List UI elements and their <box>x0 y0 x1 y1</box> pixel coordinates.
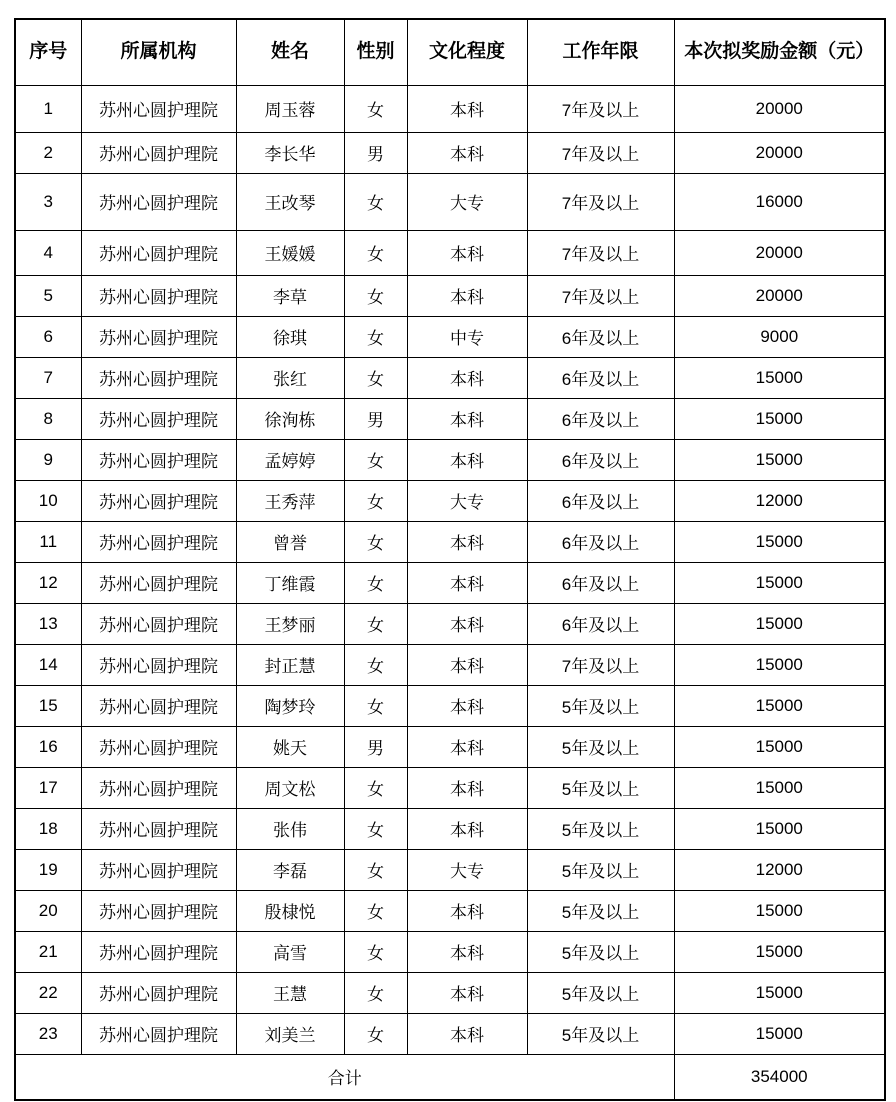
cell-institution: 苏州心圆护理院 <box>81 85 236 132</box>
cell-name: 曾誉 <box>236 521 344 562</box>
cell-amount: 20000 <box>674 85 885 132</box>
header-row <box>15 19 885 85</box>
cell-gender: 男 <box>344 398 407 439</box>
table-row <box>15 173 885 230</box>
table-row <box>15 357 885 398</box>
cell-years: 5年及以上 <box>527 890 674 931</box>
total-label: 合计 <box>15 1054 674 1100</box>
column-header-years <box>527 19 674 85</box>
cell-education: 本科 <box>407 685 527 726</box>
cell-amount: 15000 <box>674 685 885 726</box>
cell-education: 大专 <box>407 480 527 521</box>
cell-years: 5年及以上 <box>527 808 674 849</box>
cell-serial: 10 <box>15 480 81 521</box>
table-row <box>15 398 885 439</box>
cell-name: 周文松 <box>236 767 344 808</box>
cell-years: 7年及以上 <box>527 85 674 132</box>
cell-years: 7年及以上 <box>527 132 674 173</box>
cell-name: 陶梦玲 <box>236 685 344 726</box>
cell-amount: 15000 <box>674 890 885 931</box>
total-row <box>15 1054 885 1100</box>
cell-amount: 16000 <box>674 173 885 230</box>
cell-gender: 女 <box>344 1013 407 1054</box>
cell-serial: 1 <box>15 85 81 132</box>
cell-institution: 苏州心圆护理院 <box>81 132 236 173</box>
cell-institution: 苏州心圆护理院 <box>81 230 236 275</box>
cell-amount: 15000 <box>674 398 885 439</box>
column-header-label: 工作年限 <box>562 40 639 62</box>
cell-name: 王梦丽 <box>236 603 344 644</box>
column-header-label: 所属机构 <box>120 40 197 62</box>
cell-name: 王改琴 <box>236 173 344 230</box>
table-row <box>15 439 885 480</box>
cell-education: 本科 <box>407 890 527 931</box>
cell-years: 7年及以上 <box>527 644 674 685</box>
cell-education: 中专 <box>407 316 527 357</box>
cell-serial: 12 <box>15 562 81 603</box>
cell-institution: 苏州心圆护理院 <box>81 931 236 972</box>
cell-name: 李草 <box>236 275 344 316</box>
column-header-label: 性别 <box>356 40 395 62</box>
cell-years: 6年及以上 <box>527 521 674 562</box>
column-header-label: 本次拟奖励金额（元） <box>684 40 875 62</box>
cell-gender: 女 <box>344 972 407 1013</box>
cell-institution: 苏州心圆护理院 <box>81 849 236 890</box>
cell-serial: 4 <box>15 230 81 275</box>
table-row <box>15 972 885 1013</box>
cell-amount: 15000 <box>674 1013 885 1054</box>
cell-institution: 苏州心圆护理院 <box>81 173 236 230</box>
column-header-label: 文化程度 <box>428 40 505 62</box>
cell-amount: 20000 <box>674 230 885 275</box>
cell-education: 本科 <box>407 85 527 132</box>
cell-amount: 15000 <box>674 357 885 398</box>
cell-name: 李磊 <box>236 849 344 890</box>
cell-serial: 14 <box>15 644 81 685</box>
cell-gender: 女 <box>344 439 407 480</box>
cell-name: 刘美兰 <box>236 1013 344 1054</box>
cell-gender: 女 <box>344 316 407 357</box>
cell-name: 徐琪 <box>236 316 344 357</box>
cell-serial: 9 <box>15 439 81 480</box>
cell-gender: 女 <box>344 521 407 562</box>
cell-serial: 21 <box>15 931 81 972</box>
cell-amount: 9000 <box>674 316 885 357</box>
cell-amount: 15000 <box>674 931 885 972</box>
table-header <box>15 19 885 85</box>
column-header-gender <box>344 19 407 85</box>
cell-name: 李长华 <box>236 132 344 173</box>
cell-amount: 15000 <box>674 603 885 644</box>
cell-serial: 23 <box>15 1013 81 1054</box>
cell-gender: 男 <box>344 132 407 173</box>
cell-name: 王媛媛 <box>236 230 344 275</box>
cell-institution: 苏州心圆护理院 <box>81 808 236 849</box>
cell-serial: 2 <box>15 132 81 173</box>
cell-years: 5年及以上 <box>527 931 674 972</box>
cell-serial: 17 <box>15 767 81 808</box>
cell-serial: 8 <box>15 398 81 439</box>
cell-gender: 女 <box>344 480 407 521</box>
cell-education: 本科 <box>407 275 527 316</box>
column-header-amount <box>674 19 885 85</box>
cell-name: 张红 <box>236 357 344 398</box>
cell-institution: 苏州心圆护理院 <box>81 1013 236 1054</box>
cell-gender: 女 <box>344 685 407 726</box>
column-header-education <box>407 19 527 85</box>
cell-amount: 15000 <box>674 767 885 808</box>
table-row <box>15 685 885 726</box>
table-row <box>15 890 885 931</box>
cell-amount: 15000 <box>674 972 885 1013</box>
column-header-serial <box>15 19 81 85</box>
cell-institution: 苏州心圆护理院 <box>81 439 236 480</box>
cell-years: 7年及以上 <box>527 230 674 275</box>
total-amount: 354000 <box>674 1054 885 1100</box>
cell-education: 本科 <box>407 230 527 275</box>
reward-table <box>14 18 886 1101</box>
table-row <box>15 85 885 132</box>
cell-amount: 15000 <box>674 726 885 767</box>
cell-years: 7年及以上 <box>527 173 674 230</box>
cell-years: 5年及以上 <box>527 685 674 726</box>
cell-name: 高雪 <box>236 931 344 972</box>
cell-serial: 18 <box>15 808 81 849</box>
cell-amount: 12000 <box>674 480 885 521</box>
cell-institution: 苏州心圆护理院 <box>81 685 236 726</box>
cell-gender: 女 <box>344 357 407 398</box>
cell-education: 大专 <box>407 173 527 230</box>
cell-name: 徐洵栋 <box>236 398 344 439</box>
cell-gender: 男 <box>344 726 407 767</box>
cell-amount: 15000 <box>674 439 885 480</box>
cell-serial: 11 <box>15 521 81 562</box>
table-row <box>15 562 885 603</box>
cell-serial: 16 <box>15 726 81 767</box>
cell-amount: 15000 <box>674 808 885 849</box>
table-footer <box>15 1054 885 1100</box>
cell-education: 大专 <box>407 849 527 890</box>
cell-years: 5年及以上 <box>527 767 674 808</box>
cell-years: 6年及以上 <box>527 562 674 603</box>
cell-name: 孟婷婷 <box>236 439 344 480</box>
cell-institution: 苏州心圆护理院 <box>81 890 236 931</box>
cell-education: 本科 <box>407 931 527 972</box>
cell-amount: 12000 <box>674 849 885 890</box>
cell-gender: 女 <box>344 644 407 685</box>
table-row <box>15 726 885 767</box>
cell-serial: 15 <box>15 685 81 726</box>
table-row <box>15 316 885 357</box>
cell-education: 本科 <box>407 132 527 173</box>
cell-gender: 女 <box>344 562 407 603</box>
cell-years: 5年及以上 <box>527 726 674 767</box>
cell-amount: 15000 <box>674 562 885 603</box>
cell-institution: 苏州心圆护理院 <box>81 480 236 521</box>
cell-education: 本科 <box>407 562 527 603</box>
cell-serial: 6 <box>15 316 81 357</box>
cell-serial: 5 <box>15 275 81 316</box>
cell-name: 张伟 <box>236 808 344 849</box>
cell-education: 本科 <box>407 603 527 644</box>
table-row <box>15 931 885 972</box>
cell-serial: 19 <box>15 849 81 890</box>
cell-education: 本科 <box>407 398 527 439</box>
cell-years: 6年及以上 <box>527 316 674 357</box>
cell-education: 本科 <box>407 726 527 767</box>
cell-years: 5年及以上 <box>527 1013 674 1054</box>
cell-institution: 苏州心圆护理院 <box>81 767 236 808</box>
cell-serial: 20 <box>15 890 81 931</box>
cell-institution: 苏州心圆护理院 <box>81 398 236 439</box>
cell-gender: 女 <box>344 890 407 931</box>
cell-name: 周玉蓉 <box>236 85 344 132</box>
table-row <box>15 480 885 521</box>
column-header-name <box>236 19 344 85</box>
cell-name: 王慧 <box>236 972 344 1013</box>
table-row <box>15 644 885 685</box>
column-header-label: 姓名 <box>270 40 309 62</box>
cell-serial: 13 <box>15 603 81 644</box>
cell-education: 本科 <box>407 357 527 398</box>
cell-education: 本科 <box>407 644 527 685</box>
cell-institution: 苏州心圆护理院 <box>81 357 236 398</box>
cell-name: 姚天 <box>236 726 344 767</box>
cell-gender: 女 <box>344 767 407 808</box>
cell-institution: 苏州心圆护理院 <box>81 275 236 316</box>
cell-gender: 女 <box>344 808 407 849</box>
table-row <box>15 603 885 644</box>
cell-name: 丁维霞 <box>236 562 344 603</box>
table-row <box>15 808 885 849</box>
cell-gender: 女 <box>344 173 407 230</box>
table-row <box>15 849 885 890</box>
cell-years: 6年及以上 <box>527 480 674 521</box>
cell-amount: 20000 <box>674 132 885 173</box>
cell-education: 本科 <box>407 972 527 1013</box>
cell-serial: 3 <box>15 173 81 230</box>
cell-education: 本科 <box>407 767 527 808</box>
cell-education: 本科 <box>407 439 527 480</box>
cell-institution: 苏州心圆护理院 <box>81 972 236 1013</box>
cell-years: 6年及以上 <box>527 439 674 480</box>
cell-institution: 苏州心圆护理院 <box>81 603 236 644</box>
cell-years: 5年及以上 <box>527 849 674 890</box>
cell-serial: 22 <box>15 972 81 1013</box>
cell-gender: 女 <box>344 85 407 132</box>
table-row <box>15 132 885 173</box>
cell-amount: 15000 <box>674 521 885 562</box>
cell-gender: 女 <box>344 275 407 316</box>
cell-years: 6年及以上 <box>527 398 674 439</box>
table-row <box>15 767 885 808</box>
cell-gender: 女 <box>344 603 407 644</box>
table-row <box>15 275 885 316</box>
cell-institution: 苏州心圆护理院 <box>81 562 236 603</box>
cell-gender: 女 <box>344 230 407 275</box>
cell-institution: 苏州心圆护理院 <box>81 726 236 767</box>
cell-gender: 女 <box>344 849 407 890</box>
cell-years: 6年及以上 <box>527 357 674 398</box>
cell-education: 本科 <box>407 1013 527 1054</box>
table-row <box>15 230 885 275</box>
cell-years: 5年及以上 <box>527 972 674 1013</box>
cell-years: 7年及以上 <box>527 275 674 316</box>
table-row <box>15 521 885 562</box>
column-header-label: 序号 <box>29 40 68 62</box>
cell-name: 封正慧 <box>236 644 344 685</box>
cell-name: 殷棣悦 <box>236 890 344 931</box>
cell-name: 王秀萍 <box>236 480 344 521</box>
table-body <box>15 85 885 1054</box>
cell-institution: 苏州心圆护理院 <box>81 316 236 357</box>
cell-education: 本科 <box>407 808 527 849</box>
column-header-institution <box>81 19 236 85</box>
table-row <box>15 1013 885 1054</box>
cell-institution: 苏州心圆护理院 <box>81 644 236 685</box>
cell-serial: 7 <box>15 357 81 398</box>
cell-amount: 15000 <box>674 644 885 685</box>
cell-amount: 20000 <box>674 275 885 316</box>
cell-years: 6年及以上 <box>527 603 674 644</box>
cell-gender: 女 <box>344 931 407 972</box>
cell-institution: 苏州心圆护理院 <box>81 521 236 562</box>
cell-education: 本科 <box>407 521 527 562</box>
